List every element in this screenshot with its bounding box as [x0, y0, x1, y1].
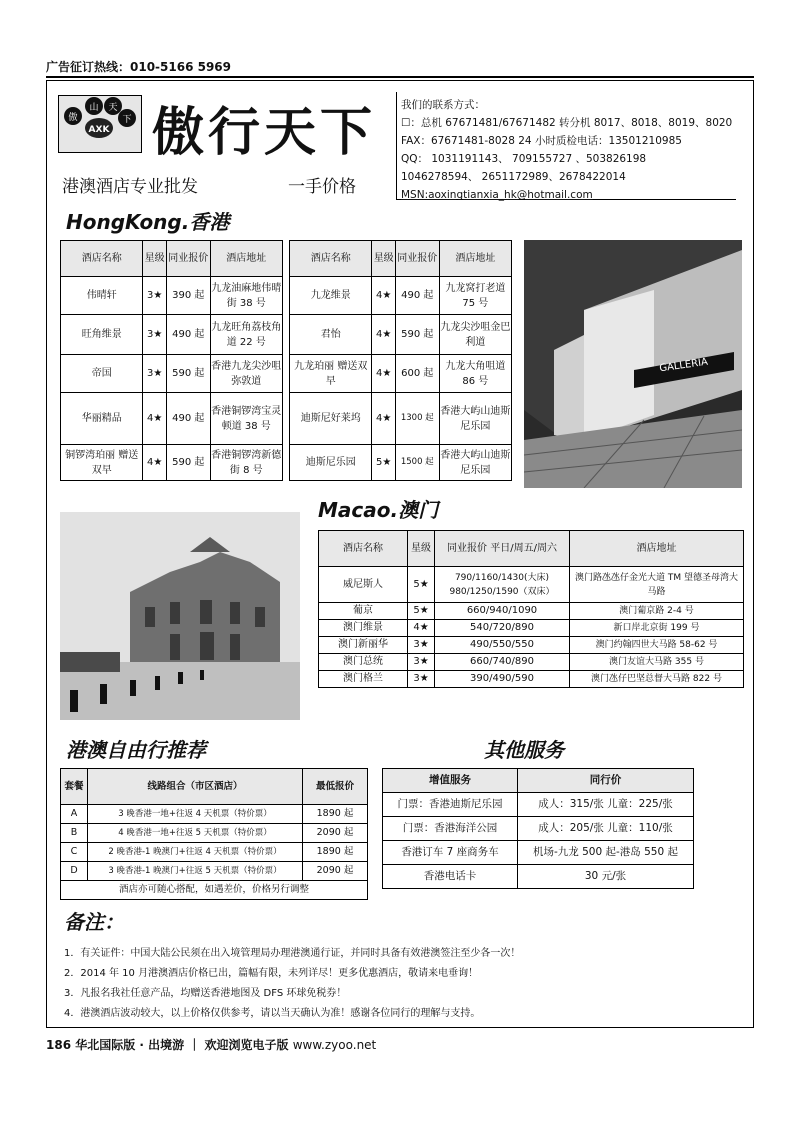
hotel-address: 澳门约翰四世大马路 58-62 号	[570, 637, 744, 654]
hotel-stars: 5★	[408, 567, 435, 603]
hotel-name: 君怡	[290, 315, 372, 355]
table-row	[61, 315, 512, 355]
hotel-stars: 4★	[372, 315, 395, 355]
col-header: 线路组合（市区酒店）	[88, 769, 303, 805]
col-header: 酒店名称	[61, 241, 143, 277]
services-table	[382, 768, 694, 889]
hotel-name: 澳门维景	[319, 620, 408, 637]
table-row	[319, 603, 744, 620]
table-row	[383, 817, 694, 841]
table-header-row	[383, 769, 694, 793]
route-package-table	[60, 768, 368, 900]
hongkong-storefront-photo	[524, 240, 742, 488]
contact-phone: ☐：总机 67671481/67671482 转分机 8017、8018、8019、8020	[401, 117, 733, 129]
hotel-price: 490/550/550	[435, 637, 570, 654]
col-header: 最低报价	[303, 769, 368, 805]
col-header: 酒店地址	[439, 241, 511, 277]
table-row	[61, 843, 368, 862]
route-note: 酒店亦可随心搭配，如遇差价，价格另行调整	[61, 881, 368, 900]
col-header: 星级	[143, 241, 166, 277]
hotel-stars: 4★	[408, 620, 435, 637]
col-header: 酒店名称	[319, 531, 408, 567]
package-code: D	[61, 862, 88, 881]
table-separator	[282, 277, 289, 315]
hotel-address: 九龙窝打老道 75 号	[439, 277, 511, 315]
hotel-price: 590 起	[166, 445, 210, 481]
hotel-name: 葡京	[319, 603, 408, 620]
page-footer	[46, 1036, 376, 1053]
table-row	[61, 805, 368, 824]
table-row	[319, 637, 744, 654]
hotel-name: 迪斯尼好莱坞	[290, 393, 372, 445]
hotel-stars: 3★	[408, 654, 435, 671]
table-row	[383, 793, 694, 817]
hotel-address: 澳门友谊大马路 355 号	[570, 654, 744, 671]
hotel-price: 590 起	[166, 355, 210, 393]
logo	[58, 95, 142, 153]
hotel-address: 澳门氹仔巴坚总督大马路 822 号	[570, 671, 744, 688]
table-row	[61, 862, 368, 881]
brand-slogan-price: 一手价格	[288, 177, 356, 197]
table-row	[61, 393, 512, 445]
table-row	[383, 865, 694, 889]
macao-ruins-photo	[60, 512, 300, 720]
page-number: 186	[46, 1038, 72, 1052]
table-separator	[282, 315, 289, 355]
package-code: C	[61, 843, 88, 862]
logo-mark: AXK	[88, 125, 110, 135]
col-header: 酒店地址	[570, 531, 744, 567]
hongkong-title: HongKong.香港	[66, 210, 230, 234]
logo-char: 下	[122, 115, 132, 125]
notes-title: 备注：	[64, 910, 124, 934]
hotel-price: 490 起	[166, 393, 210, 445]
package-price: 1890 起	[303, 843, 368, 862]
hotel-address: 新口岸北京街 199 号	[570, 620, 744, 637]
col-header: 同业报价	[166, 241, 210, 277]
hotel-address: 澳门路氹氹仔金光大道 TM 望德圣母湾大马路	[570, 567, 744, 603]
hotel-stars: 3★	[408, 637, 435, 654]
package-price: 2090 起	[303, 824, 368, 843]
hotel-address: 香港铜锣湾新德街 8 号	[210, 445, 282, 481]
col-header: 增值服务	[383, 769, 518, 793]
col-header: 同业报价 平日/周五/周六	[435, 531, 570, 567]
routes-title: 港澳自由行推荐	[66, 738, 206, 762]
table-separator	[282, 241, 289, 277]
service-name: 门票：香港海洋公园	[383, 817, 518, 841]
col-header: 星级	[372, 241, 395, 277]
brand-name: 傲行天下	[152, 102, 377, 163]
services-title: 其他服务	[484, 738, 564, 762]
table-separator	[282, 355, 289, 393]
hotel-address: 香港大屿山迪斯尼乐园	[439, 445, 511, 481]
hotel-name: 九龙珀丽 赠送双早	[290, 355, 372, 393]
svg-text:GALLERIA: GALLERIA	[658, 356, 709, 375]
note-item: 4．港澳酒店波动较大，以上价格仅供参考，请以当天确认为准！感谢各位同行的理解与支持。	[64, 1008, 481, 1019]
col-header: 酒店名称	[290, 241, 372, 277]
logo-char: 天	[108, 103, 118, 113]
table-footer-row	[61, 881, 368, 900]
note-item: 2．2014 年 10 月港澳酒店价格已出，篇幅有限，未列详尽！更多优惠酒店，敬请来电垂询！	[64, 968, 479, 979]
hotel-stars: 4★	[372, 355, 395, 393]
package-code: A	[61, 805, 88, 824]
notes-list	[64, 944, 520, 1024]
hotel-address: 九龙尖沙咀金巴利道	[439, 315, 511, 355]
table-row	[61, 355, 512, 393]
hotel-name: 澳门格兰	[319, 671, 408, 688]
hotel-address: 九龙油麻地伟晴街 38 号	[210, 277, 282, 315]
service-price: 机场-九龙 500 起-港岛 550 起	[518, 841, 694, 865]
macao-hotel-table	[318, 530, 744, 688]
table-separator	[282, 445, 289, 481]
ad-hotline: 广告征订热线：010-5166 5969	[46, 60, 232, 74]
contact-fax: FAX：67671481-8028 24 小时质检电话：13501210985	[401, 135, 682, 147]
contact-qq-2: 1046278594、 2651172989、2678422014	[401, 171, 626, 183]
hotel-name: 九龙维景	[290, 277, 372, 315]
brand-slogan: 港澳酒店专业批发	[62, 177, 198, 197]
package-price: 2090 起	[303, 862, 368, 881]
contact-qq: QQ： 1031191143、 709155727 、503826198	[401, 153, 647, 165]
service-name: 香港电话卡	[383, 865, 518, 889]
table-header-row	[61, 769, 368, 805]
package-code: B	[61, 824, 88, 843]
note-item: 1．有关证件：中国大陆公民须在出入境管理局办理港澳通行证，并同时具备有效港澳签注至少各一次！	[64, 948, 521, 959]
hotel-price: 490 起	[395, 277, 439, 315]
hotel-stars: 3★	[143, 277, 166, 315]
package-route: 2 晚香港-1 晚澳门+往返 4 天机票（特价票）	[88, 843, 303, 862]
macao-title: Macao.澳门	[318, 498, 439, 522]
hotel-stars: 4★	[143, 393, 166, 445]
hotel-price: 1300 起	[395, 393, 439, 445]
contact-msn[interactable]: MSN:aoxingtianxia_hk@hotmail.com	[401, 189, 593, 201]
hotel-stars: 3★	[143, 355, 166, 393]
top-rule	[46, 76, 754, 78]
hotel-name: 旺角维景	[61, 315, 143, 355]
table-row	[319, 567, 744, 603]
hotel-price: 790/1160/1430(大床) 980/1250/1590（双床）	[435, 567, 570, 603]
package-route: 3 晚香港一地+往返 4 天机票（特价票）	[88, 805, 303, 824]
hotel-name: 澳门总统	[319, 654, 408, 671]
hotel-address: 九龙大角咀道 86 号	[439, 355, 511, 393]
table-row	[61, 824, 368, 843]
hotel-stars: 4★	[372, 393, 395, 445]
table-row	[319, 654, 744, 671]
hotel-address: 香港九龙尖沙咀弥敦道	[210, 355, 282, 393]
hotel-address: 澳门葡京路 2-4 号	[570, 603, 744, 620]
hotel-stars: 3★	[408, 671, 435, 688]
hotel-name: 铜锣湾珀丽 赠送双早	[61, 445, 143, 481]
hotel-name: 威尼斯人	[319, 567, 408, 603]
hotel-name: 伟晴轩	[61, 277, 143, 315]
table-header-row	[319, 531, 744, 567]
hotel-name: 迪斯尼乐园	[290, 445, 372, 481]
hotel-address: 香港大屿山迪斯尼乐园	[439, 393, 511, 445]
hotel-price: 1500 起	[395, 445, 439, 481]
table-row	[319, 671, 744, 688]
contact-box	[396, 92, 736, 200]
table-row	[61, 445, 512, 481]
service-name: 香港订车 7 座商务车	[383, 841, 518, 865]
hotel-price: 660/940/1090	[435, 603, 570, 620]
hotel-price: 660/740/890	[435, 654, 570, 671]
col-header: 同行价	[518, 769, 694, 793]
footer-text: 华北国际版 · 出境游 ｜ 欢迎浏览电子版	[75, 1038, 289, 1052]
hotel-price: 590 起	[395, 315, 439, 355]
col-header: 套餐	[61, 769, 88, 805]
hotel-stars: 3★	[143, 315, 166, 355]
hotel-stars: 5★	[408, 603, 435, 620]
hotel-price: 390 起	[166, 277, 210, 315]
note-item: 3．凡报名我社任意产品，均赠送香港地图及 DFS 环球免税券！	[64, 988, 347, 999]
logo-char: 山	[89, 103, 99, 113]
footer-url[interactable]: www.zyoo.net	[292, 1038, 377, 1052]
hongkong-hotel-table	[60, 240, 512, 481]
package-route: 4 晚香港一地+往返 5 天机票（特价票）	[88, 824, 303, 843]
service-price: 30 元/张	[518, 865, 694, 889]
hotel-name: 华丽精品	[61, 393, 143, 445]
logo-char: 傲	[68, 113, 78, 123]
hotel-stars: 5★	[372, 445, 395, 481]
hotel-address: 九龙旺角荔枝角道 22 号	[210, 315, 282, 355]
hotel-price: 540/720/890	[435, 620, 570, 637]
hotel-name: 帝国	[61, 355, 143, 393]
hotel-stars: 4★	[372, 277, 395, 315]
hotel-name: 澳门新丽华	[319, 637, 408, 654]
col-header: 同业报价	[395, 241, 439, 277]
table-header-row	[61, 241, 512, 277]
table-row	[383, 841, 694, 865]
hotel-address: 香港铜锣湾宝灵顿道 38 号	[210, 393, 282, 445]
table-separator	[282, 393, 289, 445]
package-price: 1890 起	[303, 805, 368, 824]
hotel-stars: 4★	[143, 445, 166, 481]
hotel-price: 490 起	[166, 315, 210, 355]
table-row	[61, 277, 512, 315]
hotel-price: 390/490/590	[435, 671, 570, 688]
service-price: 成人：205/张 儿童：110/张	[518, 817, 694, 841]
service-name: 门票：香港迪斯尼乐园	[383, 793, 518, 817]
service-price: 成人：315/张 儿童：225/张	[518, 793, 694, 817]
table-row	[319, 620, 744, 637]
hotel-price: 600 起	[395, 355, 439, 393]
col-header: 星级	[408, 531, 435, 567]
contact-heading: 我们的联系方式：	[401, 99, 485, 111]
package-route: 3 晚香港-1 晚澳门+往返 5 天机票（特价票）	[88, 862, 303, 881]
logo-emblem-icon	[59, 96, 141, 152]
col-header: 酒店地址	[210, 241, 282, 277]
